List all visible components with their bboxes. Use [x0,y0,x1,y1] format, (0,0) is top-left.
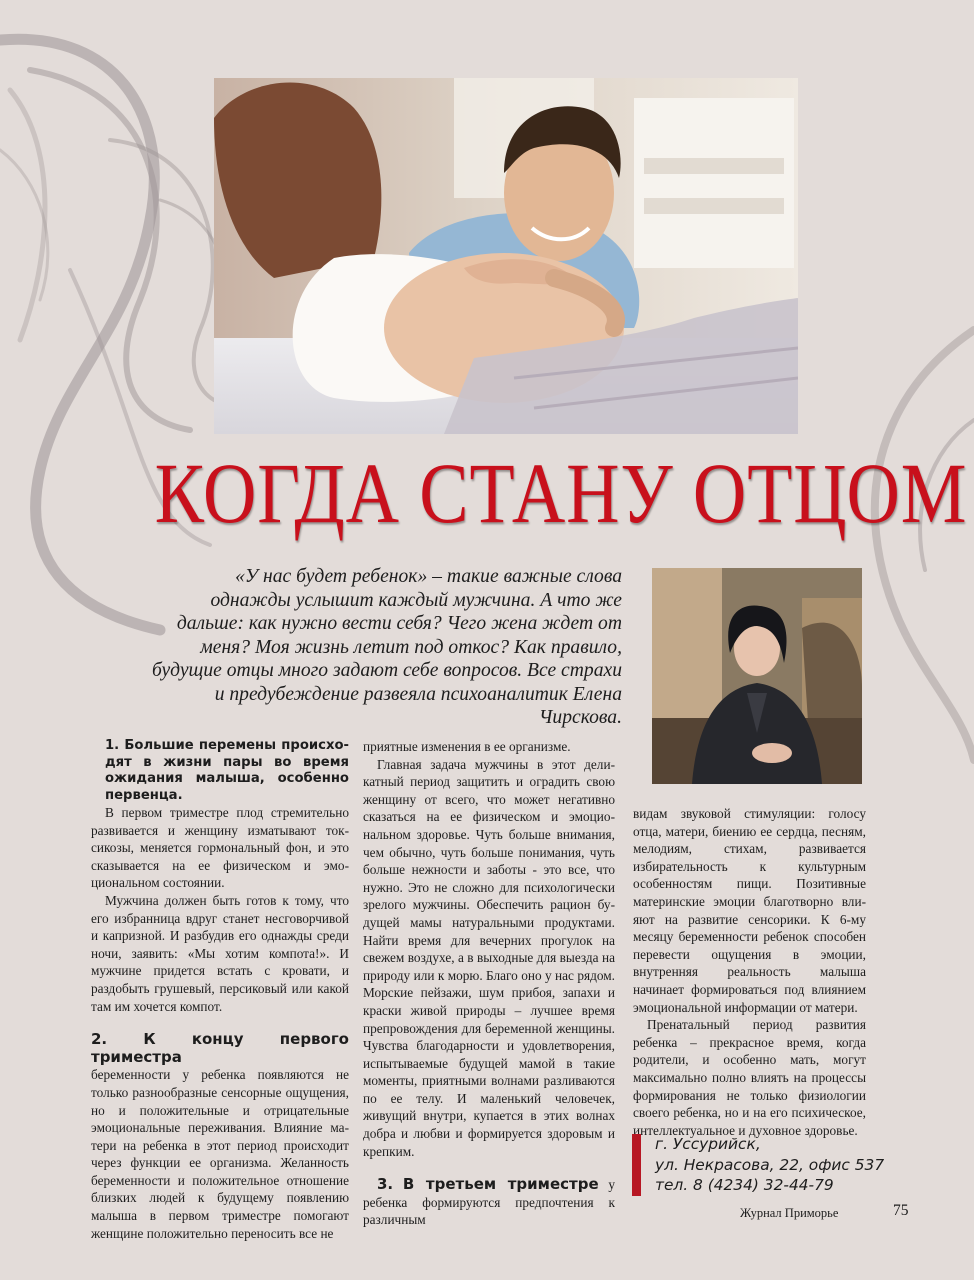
section-3-number: 3. [377,1175,394,1194]
page-number: 75 [893,1202,909,1219]
intro-text: «У нас будет ребенок» – такие важные слова однажды услышит каждый мужчина. А что же дальше: как нужно вести себя? Чего жена ждет от меня? Моя жизнь летит под откос? Как правило, будущие отцы много задают себе вопросов. Все страхи и предубеждение развеяла психоаналитик Елена Чирскова. [151,566,622,728]
section-2-continuation: приятные изменения в ее организме. [363,739,571,754]
contact-block [632,1134,905,1196]
section-3-paragraph-2: Пренатальный период развития ребенка – прекрасное время, когда родители, и особенно мать, могут максимально полно влиять на процессы формирования не только физиологии своего ребенка, но и на его психическое, интеллектуальное и духовное здоровье. [633,1017,866,1138]
section-3-lead-text: у ребенка формируются предпочтения к различным [363,1177,615,1228]
section-1-paragraph-2: Мужчина должен быть готов к тому, что его избранница вдруг станет несговорчивой и капризной. И разбудив его однажды среди ночи, заявить: «Мы хотим компота!». И мужчине придется встать с кровати, и раздобыть грушевый, персиковый или какой там им хочется компот. [91,892,349,1014]
journal-name: Журнал Приморье [740,1206,839,1220]
contact-city: г. Уссурийск, [655,1135,761,1153]
section-1-paragraph-1: В первом триместре плод стремительно развивается и женщину изматывают токсикозы, меняется гормональный фон, и это сказывается на ее физическом и эмоциональном состоянии. [91,805,349,891]
contact-phone: тел. 8 (4234) 32-44-79 [655,1176,834,1194]
article-title: КОГДА СТАНУ ОТЦОМ [154,445,968,541]
text-column-1 [91,738,349,1242]
section-1-heading: 1. Большие перемены происходят в жизни пары во время ожидания малыша, особенно первенца. [105,738,349,803]
text-column-3 [633,805,866,1139]
contact-address: ул. Некрасова, 22, офис 537 [655,1155,885,1174]
text-column-2 [363,738,615,1229]
psychoanalyst-portrait [652,568,862,784]
section-3-continuation: видам звуковой стимуляции: голосу отца, матери, биению ее сердца, песням, мелодиям, стихам, развивается избирательность к культурным особенностям пищи. Позитивные материнские эмоции благотворно влияют на развитие сенсорики. К 6-му месяцу беременности ребенок способен перевести ощущения в эмоции, внутренняя реальность малыша начинает формироваться под влиянием эмоциональной информации от матери. [633,806,866,1015]
section-3-heading: В третьем триместре [402,1175,599,1194]
section-2-heading: 2. К концу первого триместра [91,1030,349,1066]
section-2-paragraph [91,1031,349,1242]
section-2-paragraph-2: Главная задача мужчины в этот деликатный период защитить и оградить свою женщину от всего, что может негативно сказаться на ее физическом и эмоциональном здоровье. Чуть больше внимания, чем обычно, чуть больше понимания, чуть больше нежности и заботы - это все, что нужно. Это не сложно для психологически зрелого мужчины. Обеспечить рацион будущей мамы натуральными продуктами. Найти время для вечерних прогулок на свежем воздухе, а в выходные для выезда на природу или к морю. Благо оно у нас рядом. Морские пейзажи, шум прибоя, запахи и краски живой природы – лучшее время препровождения для беременной женщины. Чувства благодарности и удовлетворения, испытываемые будущей мамой в такие моменты, приятными волнами разливаются по ее телу. И маленький человечек, живущий внутри, купается в этих волнах добра и любви и формируется здоровым и крепким. [363,756,615,1159]
section-3-lead [363,1176,615,1229]
article-intro [150,565,622,730]
couple-photo [214,78,798,434]
section-2-text: беременности у ребенка появляются не только разнообразные сенсорные ощущения, но и положительные и отрицательные эмоциональные переживания. Влияние матери на ребенка в этот период происходит через функции ее организма. Желанность беременности и положительное отношение близких людей к будущему появлению малыша в первом триместре помогают женщине положительно переносить все не [91,1067,349,1241]
